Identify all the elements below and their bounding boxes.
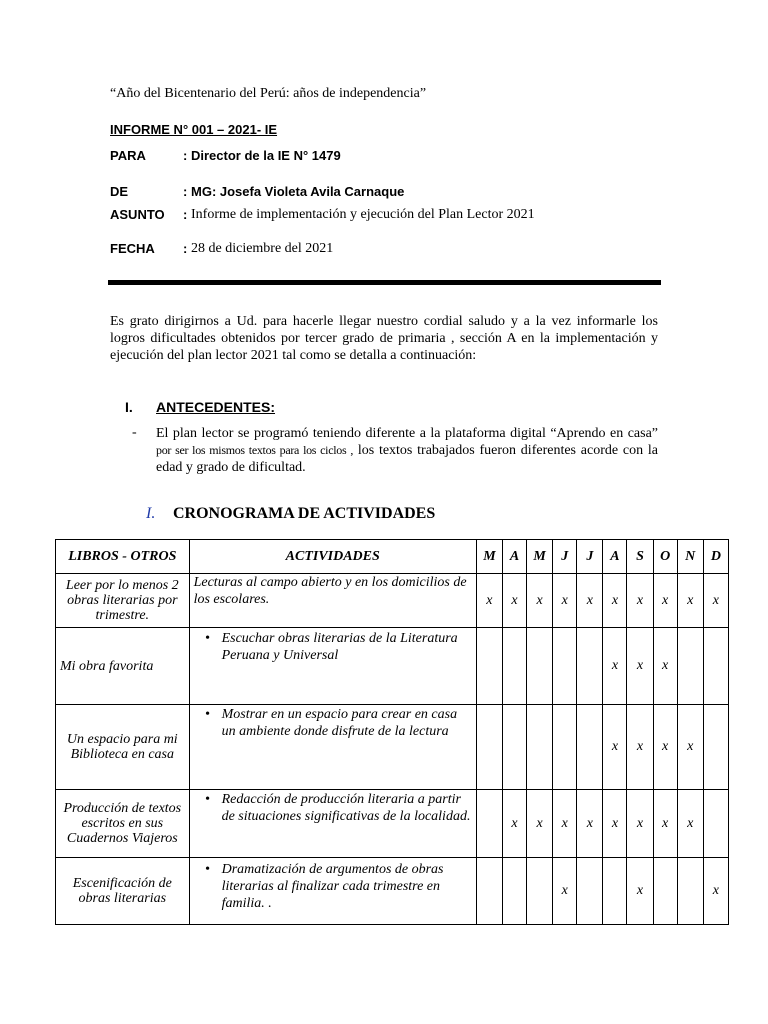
header-libros: LIBROS - OTROS <box>56 540 190 574</box>
mark-cell: x <box>677 790 703 858</box>
header-value: MG: Josefa Violeta Avila Carnaque <box>191 184 405 199</box>
mark-cell: x <box>603 705 627 790</box>
header-value: Director de la IE N° 1479 <box>191 148 341 163</box>
mark-cell: x <box>703 858 728 925</box>
mark-cell: x <box>476 574 502 628</box>
mark-cell: x <box>553 858 577 925</box>
month-header: O <box>653 540 677 574</box>
actividad-text: Escuchar obras literarias de la Literatura Peruana y Universal <box>221 631 458 663</box>
section-title-cronograma: CRONOGRAMA DE ACTIVIDADES <box>173 505 436 522</box>
motto: “Año del Bicentenario del Perú: años de independencia” <box>110 86 427 101</box>
actividad-text: Dramatización de argumentos de obras literarias al finalizar cada trimestre en familia. . <box>221 862 444 911</box>
mark-cell: x <box>653 705 677 790</box>
antecedentes-text <box>156 425 658 476</box>
table-row <box>56 705 729 790</box>
mark-cell <box>476 790 502 858</box>
section-number: I. <box>125 399 133 415</box>
mark-cell: x <box>627 858 653 925</box>
month-header: J <box>577 540 603 574</box>
mark-cell <box>577 858 603 925</box>
actividad-cell: Lecturas al campo abierto y en los domicilios de los escolares. <box>189 574 476 628</box>
mark-cell: x <box>603 790 627 858</box>
mark-cell <box>527 628 553 705</box>
month-header: A <box>603 540 627 574</box>
mark-cell: x <box>527 790 553 858</box>
antecedentes-text-c: los textos trabajados fueron diferentes acorde con la edad y grado de dificultad. <box>156 443 658 475</box>
header-label: ASUNTO <box>110 207 165 222</box>
mark-cell: x <box>603 574 627 628</box>
antecedentes-text-a: El plan lector se programó teniendo diferente a la plataforma digital “Aprendo en casa” <box>156 426 658 441</box>
mark-cell: x <box>553 790 577 858</box>
bullet-icon: • <box>205 792 211 807</box>
mark-cell: x <box>603 628 627 705</box>
actividad-text: Redacción de producción literaria a partir de situaciones significativas de la localidad. <box>221 792 471 824</box>
header-label: FECHA <box>110 241 155 256</box>
informe-title: INFORME N° 001 – 2021- IE <box>110 122 278 137</box>
mark-cell <box>703 705 728 790</box>
mark-cell <box>527 705 553 790</box>
mark-cell <box>553 628 577 705</box>
antecedentes-text-b: por ser los mismos textos para los ciclos , <box>156 443 354 457</box>
table-header-row <box>56 540 729 574</box>
mark-cell <box>476 628 502 705</box>
header-actividades: ACTIVIDADES <box>189 540 476 574</box>
month-header: M <box>527 540 553 574</box>
table-row <box>56 574 729 628</box>
libro-cell: Producción de textos escritos en sus Cuadernos Viajeros <box>56 790 190 858</box>
mark-cell <box>527 858 553 925</box>
table-row <box>56 790 729 858</box>
bullet-icon: • <box>205 707 211 722</box>
mark-cell: x <box>677 705 703 790</box>
header-value: Informe de implementación y ejecución del Plan Lector 2021 <box>191 207 535 222</box>
month-header: N <box>677 540 703 574</box>
mark-cell: x <box>502 574 526 628</box>
mark-cell <box>677 858 703 925</box>
month-header: S <box>627 540 653 574</box>
libro-cell: Un espacio para mi Biblioteca en casa <box>56 705 190 790</box>
intro-paragraph: Es grato dirigirnos a Ud. para hacerle llegar nuestro cordial saludo y a la vez informarle los logros dificultades obtenidos por tercer grado de primaria , sección A en la implementación y ejecución del plan lector 2021 tal como se detalla a continuación: <box>110 314 658 363</box>
mark-cell <box>653 858 677 925</box>
actividad-cell <box>189 628 476 705</box>
actividad-text: Mostrar en un espacio para crear en casa un ambiente donde disfrute de la lectura <box>221 707 458 739</box>
libro-cell: Mi obra favorita <box>56 628 190 705</box>
cronograma-table <box>55 539 729 925</box>
mark-cell <box>476 705 502 790</box>
mark-cell: x <box>527 574 553 628</box>
mark-cell: x <box>577 790 603 858</box>
libro-cell: Escenificación de obras literarias <box>56 858 190 925</box>
mark-cell <box>677 628 703 705</box>
table-row <box>56 858 729 925</box>
section-number: I. <box>146 505 156 522</box>
mark-cell <box>553 705 577 790</box>
section-title-antecedentes: ANTECEDENTES: <box>156 399 276 415</box>
mark-cell: x <box>553 574 577 628</box>
mark-cell <box>476 858 502 925</box>
actividad-cell <box>189 858 476 925</box>
mark-cell <box>603 858 627 925</box>
table-row <box>56 628 729 705</box>
header-value: 28 de diciembre del 2021 <box>191 241 334 256</box>
mark-cell <box>703 628 728 705</box>
header-colon: : <box>183 148 188 163</box>
mark-cell <box>577 628 603 705</box>
mark-cell: x <box>627 574 653 628</box>
mark-cell <box>703 790 728 858</box>
header-label: DE <box>110 184 129 199</box>
mark-cell: x <box>703 574 728 628</box>
mark-cell: x <box>627 628 653 705</box>
header-label: PARA <box>110 148 146 163</box>
month-header: M <box>476 540 502 574</box>
mark-cell: x <box>577 574 603 628</box>
header-colon: : <box>183 241 188 256</box>
mark-cell <box>502 858 526 925</box>
libro-cell: Leer por lo menos 2 obras literarias por trimestre. <box>56 574 190 628</box>
month-header: J <box>553 540 577 574</box>
mark-cell: x <box>627 705 653 790</box>
mark-cell: x <box>653 790 677 858</box>
month-header: D <box>703 540 728 574</box>
mark-cell: x <box>502 790 526 858</box>
month-header: A <box>502 540 526 574</box>
mark-cell: x <box>653 628 677 705</box>
header-colon: : <box>183 184 188 199</box>
header-colon: : <box>183 207 188 222</box>
actividad-cell <box>189 790 476 858</box>
mark-cell: x <box>627 790 653 858</box>
mark-cell: x <box>677 574 703 628</box>
mark-cell <box>577 705 603 790</box>
list-bullet: - <box>132 425 137 440</box>
bullet-icon: • <box>205 631 211 646</box>
actividad-cell <box>189 705 476 790</box>
mark-cell: x <box>653 574 677 628</box>
divider-rule <box>108 280 661 285</box>
bullet-icon: • <box>205 862 211 877</box>
mark-cell <box>502 628 526 705</box>
mark-cell <box>502 705 526 790</box>
